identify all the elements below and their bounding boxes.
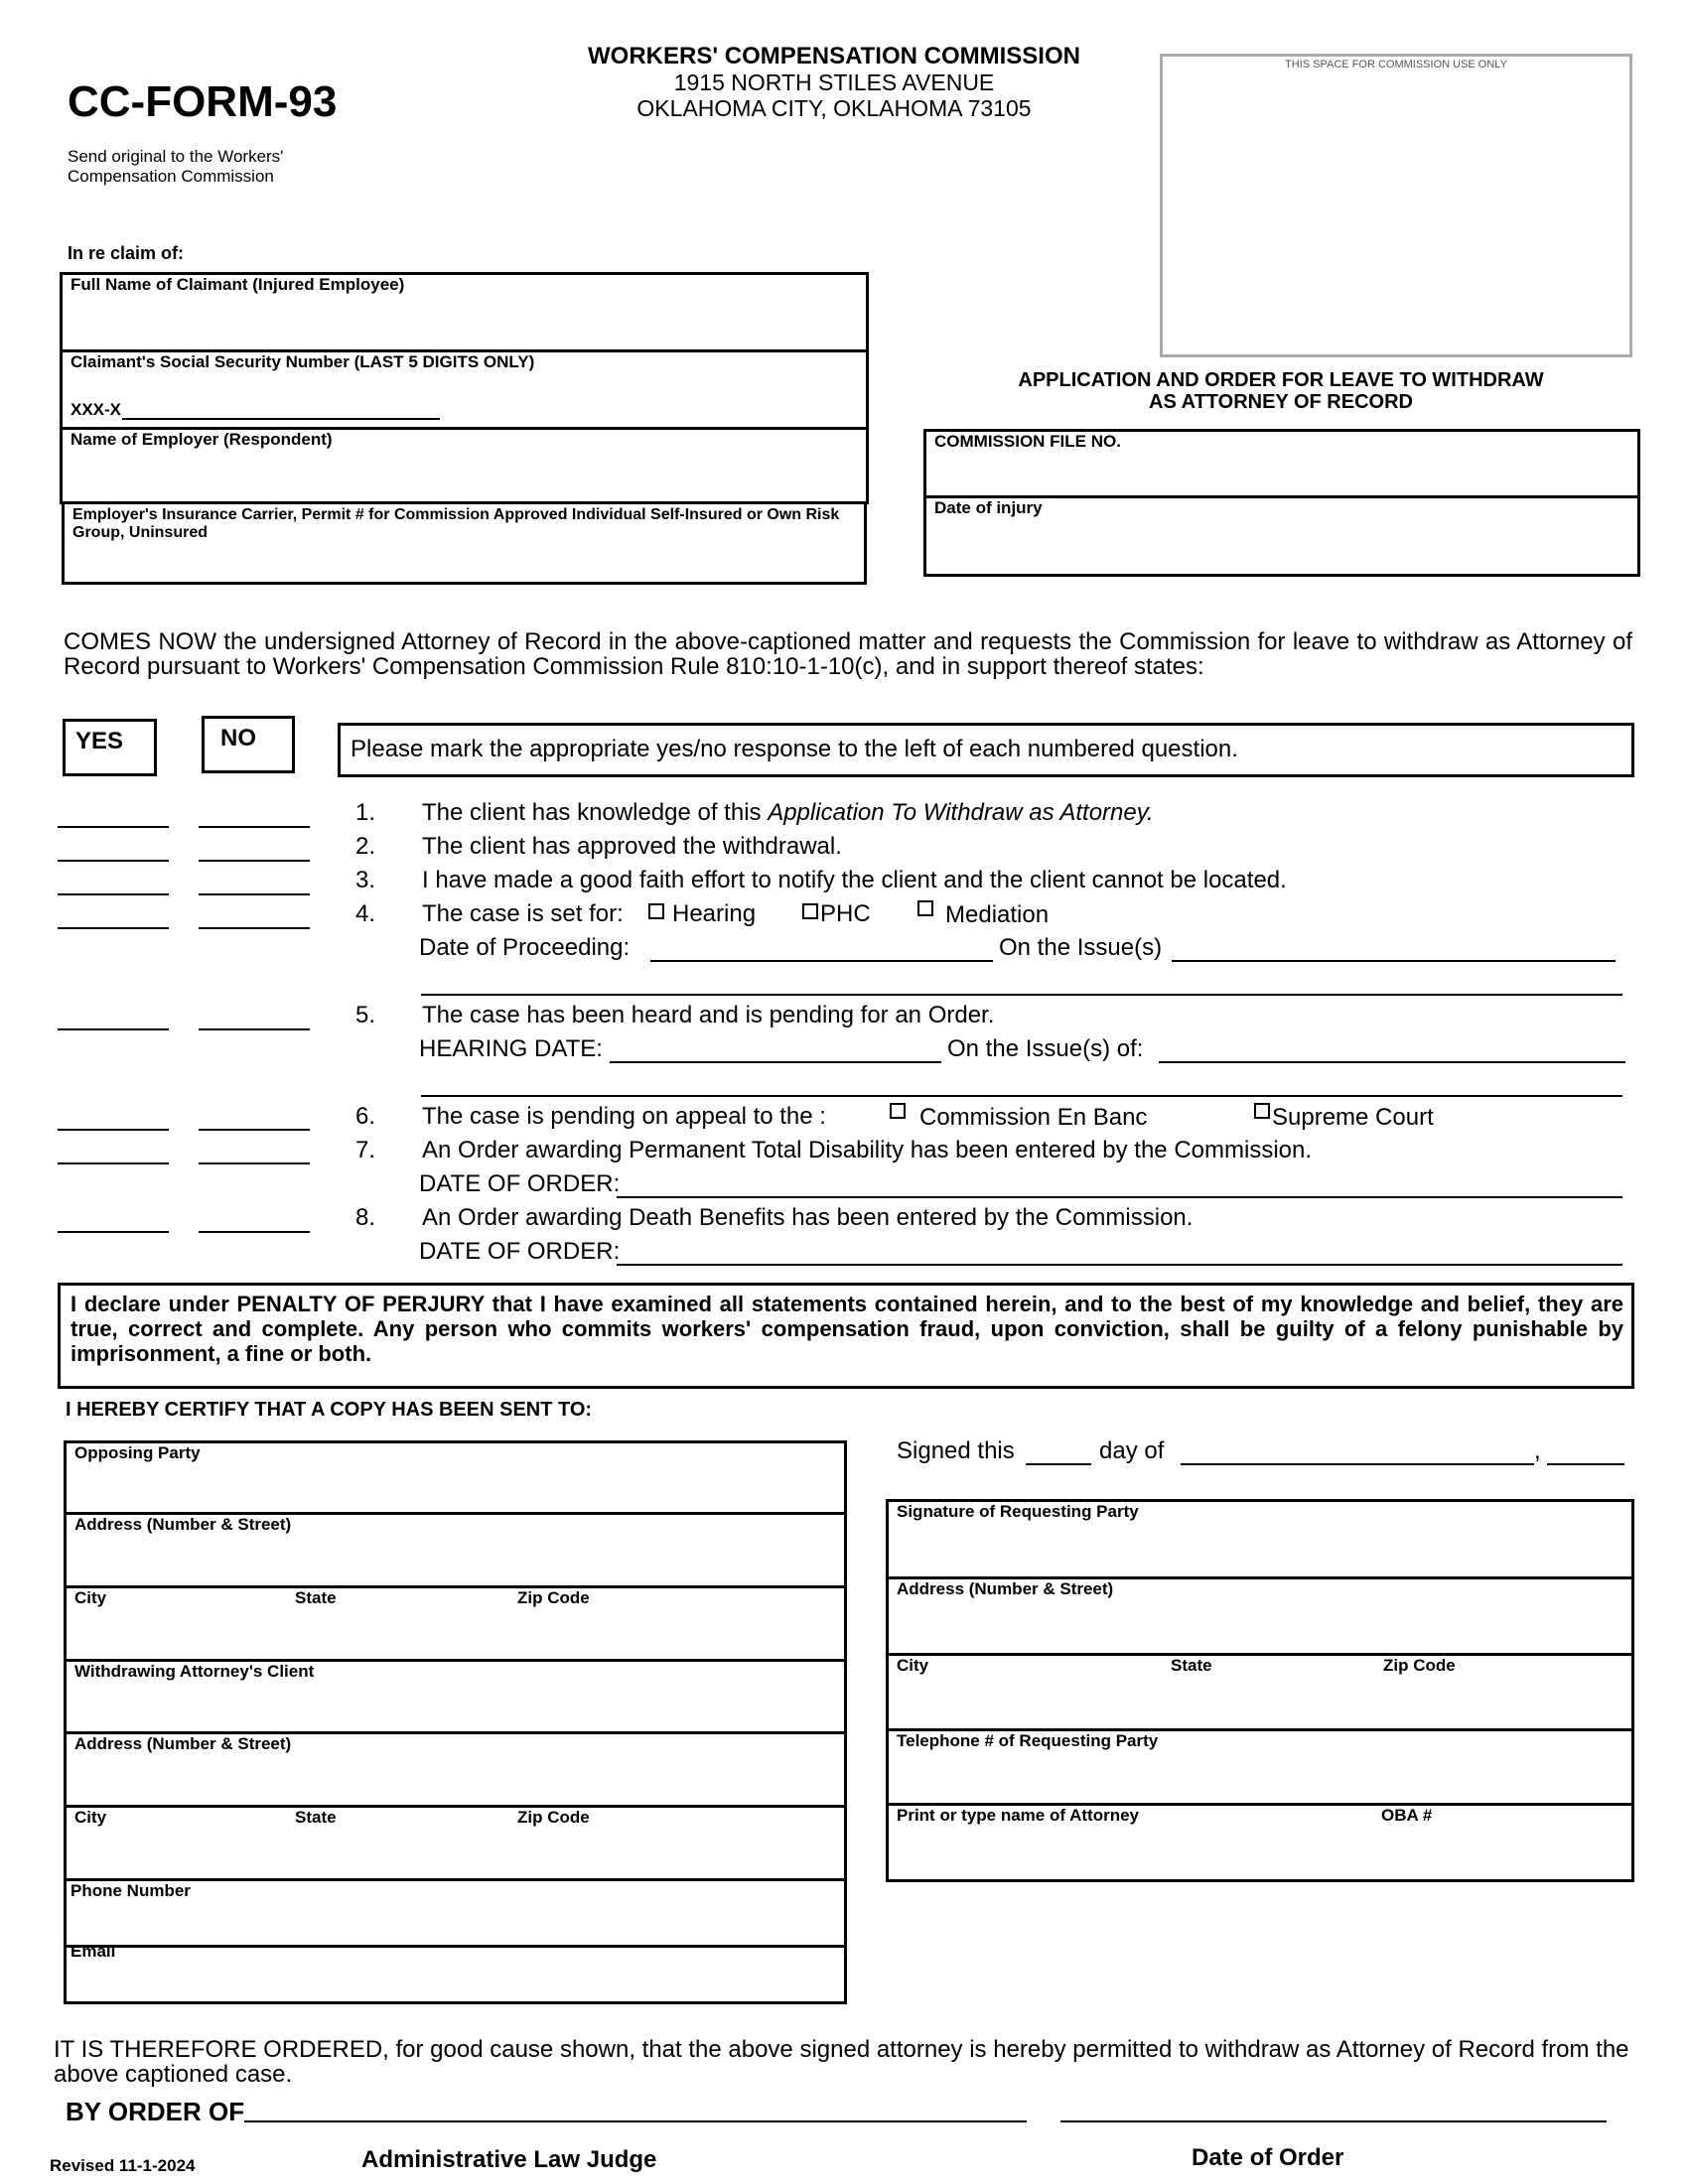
q1-no-line[interactable] bbox=[199, 826, 310, 828]
q1-number: 1. bbox=[355, 799, 376, 826]
q6-option-supreme-label: Supreme Court bbox=[1272, 1104, 1434, 1131]
ssn-field[interactable] bbox=[60, 349, 869, 430]
requesting-address-label: Address (Number & Street) bbox=[897, 1579, 1114, 1598]
q6-no-line[interactable] bbox=[199, 1129, 310, 1131]
perjury-box bbox=[58, 1283, 1634, 1389]
q5-date-label: HEARING DATE: bbox=[419, 1035, 603, 1062]
q2-text: The client has approved the withdrawal. bbox=[422, 833, 842, 860]
agency-city: OKLAHOMA CITY, OKLAHOMA 73105 bbox=[636, 95, 1032, 121]
signed-comma: , bbox=[1534, 1437, 1541, 1464]
client-address-label: Address (Number & Street) bbox=[74, 1734, 292, 1753]
q4-date-line[interactable] bbox=[650, 960, 993, 962]
revised-label: Revised 11-1-2024 bbox=[50, 2156, 196, 2175]
q6-option-supreme[interactable] bbox=[1254, 1103, 1434, 1132]
supreme-court-checkbox[interactable] bbox=[1254, 1103, 1270, 1119]
by-order-label: BY ORDER OF bbox=[66, 2097, 245, 2126]
ssn-line[interactable] bbox=[122, 418, 440, 420]
signed-year-line[interactable] bbox=[1547, 1463, 1624, 1465]
q7-date-label: DATE OF ORDER: bbox=[419, 1170, 621, 1197]
q2-no-line[interactable] bbox=[199, 860, 310, 862]
agency-name: WORKERS' COMPENSATION COMMISSION bbox=[588, 43, 1080, 69]
requesting-state-label: State bbox=[1171, 1656, 1212, 1675]
opposing-state-label: State bbox=[295, 1588, 337, 1607]
q1-text-main: The client has knowledge of this bbox=[422, 799, 769, 826]
no-label: NO bbox=[220, 725, 256, 751]
q6-number: 6. bbox=[355, 1103, 376, 1130]
opposing-city-field[interactable] bbox=[64, 1585, 847, 1662]
carrier-label: Employer's Insurance Carrier, Permit # for Commission Approved Individual Self-Insured or Own Risk Group, Uninsured bbox=[72, 506, 840, 541]
opposing-party-field[interactable] bbox=[64, 1440, 847, 1515]
q7-date-line[interactable] bbox=[617, 1196, 1622, 1198]
q3-text: I have made a good faith effort to notify the client and the client cannot be located. bbox=[422, 867, 1287, 893]
q5-issue-label: On the Issue(s) of: bbox=[947, 1035, 1144, 1062]
q5-text: The case has been heard and is pending for an Order. bbox=[422, 1002, 995, 1028]
q4-option-mediation[interactable] bbox=[917, 900, 1049, 929]
client-field[interactable] bbox=[64, 1659, 847, 1734]
employer-label: Name of Employer (Respondent) bbox=[70, 430, 333, 449]
form-title bbox=[923, 369, 1638, 413]
q5-issue-line[interactable] bbox=[1159, 1061, 1625, 1063]
q5-date-line[interactable] bbox=[610, 1061, 941, 1063]
q5-no-line[interactable] bbox=[199, 1028, 310, 1030]
q4-option-hearing[interactable] bbox=[648, 900, 756, 928]
q1-text-italic: Application To Withdraw as Attorney. bbox=[768, 799, 1154, 826]
q4-issue-line2[interactable] bbox=[421, 994, 1622, 996]
judge-label: Administrative Law Judge bbox=[361, 2146, 657, 2173]
form-title-line2: AS ATTORNEY OF RECORD bbox=[1149, 391, 1413, 413]
q5-yes-line[interactable] bbox=[58, 1028, 169, 1030]
signed-day-of-label: day of bbox=[1099, 1437, 1165, 1464]
requesting-zip-label: Zip Code bbox=[1383, 1656, 1456, 1675]
client-state-label: State bbox=[295, 1808, 337, 1827]
claimant-name-label: Full Name of Claimant (Injured Employee) bbox=[70, 275, 405, 294]
claim-heading: In re claim of: bbox=[68, 243, 185, 263]
signed-month-line[interactable] bbox=[1181, 1463, 1534, 1465]
employer-field[interactable] bbox=[60, 427, 869, 504]
q4-option-mediation-label: Mediation bbox=[945, 901, 1050, 928]
no-header bbox=[202, 716, 295, 773]
client-address-field[interactable] bbox=[64, 1731, 847, 1808]
date-injury-label: Date of injury bbox=[934, 498, 1043, 517]
q4-date-label: Date of Proceeding: bbox=[419, 934, 631, 961]
telephone-label: Telephone # of Requesting Party bbox=[897, 1731, 1159, 1750]
intro-paragraph: COMES NOW the undersigned Attorney of Record in the above-captioned matter and requests the Commission for leave to withdraw as Attorney of Record pursuant to Workers' Compensation Commission Rule 810:10-1-10(c), and in support thereof states: bbox=[64, 628, 1632, 680]
q6-option-en-banc[interactable] bbox=[890, 1103, 1147, 1132]
opposing-city-label: City bbox=[74, 1588, 107, 1607]
judge-signature-line[interactable] bbox=[244, 2120, 1027, 2122]
phone-field[interactable] bbox=[64, 1878, 847, 1948]
email-field[interactable] bbox=[64, 1942, 847, 2004]
q8-yes-line[interactable] bbox=[58, 1231, 169, 1233]
oba-label: OBA # bbox=[1381, 1806, 1433, 1825]
q7-no-line[interactable] bbox=[199, 1162, 310, 1164]
requesting-city-label: City bbox=[897, 1656, 929, 1675]
client-zip-label: Zip Code bbox=[517, 1808, 590, 1827]
opposing-zip-label: Zip Code bbox=[517, 1588, 590, 1607]
date-order-label: Date of Order bbox=[1192, 2144, 1344, 2171]
claimant-name-field[interactable] bbox=[60, 272, 869, 352]
carrier-field[interactable] bbox=[62, 501, 867, 585]
q5-number: 5. bbox=[355, 1002, 376, 1028]
q8-date-line[interactable] bbox=[617, 1264, 1622, 1266]
signature-field[interactable] bbox=[886, 1499, 1634, 1579]
agency-street: 1915 NORTH STILES AVENUE bbox=[673, 69, 995, 95]
ssn-prefix: XXX-X bbox=[70, 400, 122, 419]
q4-option-phc-label: PHC bbox=[820, 900, 871, 927]
q4-option-phc[interactable] bbox=[802, 900, 871, 928]
q4-number: 4. bbox=[355, 900, 376, 927]
yes-header bbox=[63, 719, 157, 776]
q4-text: The case is set for: bbox=[422, 900, 624, 927]
attorney-name-field[interactable] bbox=[886, 1803, 1634, 1882]
ssn-label: Claimant's Social Security Number (LAST 5 DIGITS ONLY) bbox=[70, 352, 535, 371]
signature-label: Signature of Requesting Party bbox=[897, 1502, 1139, 1521]
date-injury-field[interactable] bbox=[923, 495, 1640, 577]
phc-checkbox[interactable] bbox=[802, 903, 818, 919]
opposing-party-label: Opposing Party bbox=[74, 1443, 201, 1462]
signed-this-label: Signed this bbox=[897, 1437, 1015, 1464]
telephone-field[interactable] bbox=[886, 1728, 1634, 1806]
hearing-checkbox[interactable] bbox=[648, 903, 664, 919]
requesting-address-field[interactable] bbox=[886, 1576, 1634, 1656]
q8-text: An Order awarding Death Benefits has been entered by the Commission. bbox=[422, 1204, 1194, 1231]
ordered-paragraph: IT IS THEREFORE ORDERED, for good cause shown, that the above signed attorney is hereby permitted to withdraw as Attorney of Record from the above captioned case. bbox=[54, 2036, 1629, 2088]
file-no-label: COMMISSION FILE NO. bbox=[934, 432, 1121, 451]
q1-yes-line[interactable] bbox=[58, 826, 169, 828]
opposing-address-field[interactable] bbox=[64, 1512, 847, 1588]
q5-issue-line2[interactable] bbox=[421, 1095, 1622, 1097]
commission-use-box bbox=[1160, 54, 1632, 357]
file-no-field[interactable] bbox=[923, 429, 1640, 498]
order-date-line[interactable] bbox=[1060, 2120, 1607, 2122]
en-banc-checkbox[interactable] bbox=[890, 1103, 906, 1119]
q8-date-label: DATE OF ORDER: bbox=[419, 1238, 621, 1265]
q7-yes-line[interactable] bbox=[58, 1162, 169, 1164]
commission-use-label: THIS SPACE FOR COMMISSION USE ONLY bbox=[1285, 59, 1507, 70]
q3-yes-line[interactable] bbox=[58, 893, 169, 895]
client-city-field[interactable] bbox=[64, 1805, 847, 1881]
q2-number: 2. bbox=[355, 833, 376, 860]
q6-text: The case is pending on appeal to the : bbox=[422, 1103, 826, 1130]
q2-yes-line[interactable] bbox=[58, 860, 169, 862]
client-label: Withdrawing Attorney's Client bbox=[74, 1662, 315, 1681]
email-label: Email bbox=[70, 1942, 116, 1961]
q8-no-line[interactable] bbox=[199, 1231, 310, 1233]
q4-yes-line[interactable] bbox=[58, 927, 169, 929]
instruction-text: Please mark the appropriate yes/no response to the left of each numbered question. bbox=[351, 736, 1238, 762]
q1-text bbox=[422, 799, 1154, 827]
q7-number: 7. bbox=[355, 1137, 376, 1163]
q7-text: An Order awarding Permanent Total Disability has been entered by the Commission. bbox=[422, 1137, 1313, 1163]
attorney-name-label: Print or type name of Attorney bbox=[897, 1806, 1140, 1825]
form-title-line1: APPLICATION AND ORDER FOR LEAVE TO WITHDRAW bbox=[1018, 369, 1544, 391]
opposing-address-label: Address (Number & Street) bbox=[74, 1515, 292, 1534]
q8-number: 8. bbox=[355, 1204, 376, 1231]
client-city-label: City bbox=[74, 1808, 107, 1827]
q6-option-en-banc-label: Commission En Banc bbox=[919, 1104, 1148, 1131]
q6-yes-line[interactable] bbox=[58, 1129, 169, 1131]
signed-day-line[interactable] bbox=[1026, 1463, 1091, 1465]
yes-label: YES bbox=[75, 728, 124, 754]
instruction-box bbox=[338, 723, 1634, 777]
q3-no-line[interactable] bbox=[199, 893, 310, 895]
q4-issue-line[interactable] bbox=[1172, 960, 1616, 962]
q4-issue-label: On the Issue(s) bbox=[999, 934, 1163, 961]
form-id: CC-FORM-93 bbox=[68, 77, 338, 126]
send-note: Send original to the Workers' Compensation Commission bbox=[68, 147, 284, 186]
requesting-city-field[interactable] bbox=[886, 1653, 1634, 1731]
q4-option-hearing-label: Hearing bbox=[672, 900, 757, 927]
phone-label: Phone Number bbox=[70, 1881, 191, 1900]
q3-number: 3. bbox=[355, 867, 376, 893]
perjury-text: I declare under PENALTY OF PERJURY that I have examined all statements contained herein, and to the best of my knowledge and belief, they are true, correct and complete. Any person who commits workers' compensation fraud, upon conviction, shall be guilty of a felony punishable by imprisonment, a fine or both. bbox=[70, 1292, 1623, 1366]
agency-header bbox=[536, 44, 1132, 121]
mediation-checkbox[interactable] bbox=[917, 900, 933, 916]
q4-no-line[interactable] bbox=[199, 927, 310, 929]
certify-heading: I HEREBY CERTIFY THAT A COPY HAS BEEN SENT TO: bbox=[66, 1399, 593, 1421]
